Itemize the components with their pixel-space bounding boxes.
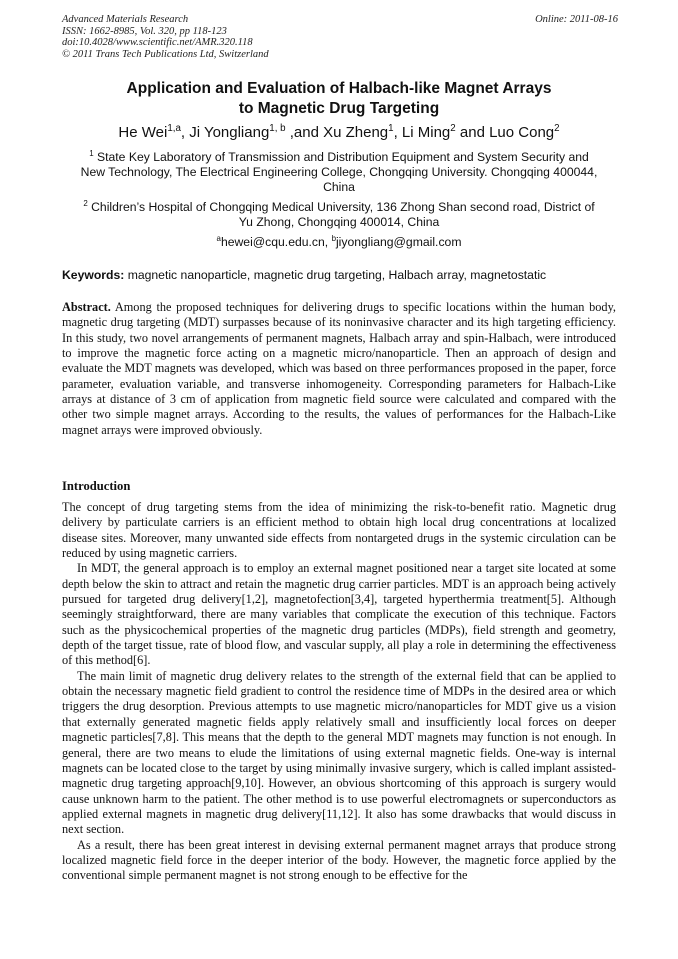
email-marker: a — [216, 233, 221, 243]
affiliation-marker: 2 — [83, 198, 88, 208]
affiliation-text: State Key Laboratory of Transmission and Distribution Equipment and System Security and New Technology, The Electrical Engineering College, Chongqing University. Chongqing 400044, China — [80, 150, 598, 194]
online-date: Online: 2011-08-16 — [535, 14, 618, 25]
paragraph: The concept of drug targeting stems from the idea of minimizing the risk-to-benefit ratio. Magnetic drug delivery by particulate carriers is an efficient method to obtain high local drug concentrations at localized disease sites. Moreover, many unwanted side effects from nontargeted drugs in the systemic circulation can be reduced by using magnetic carriers. — [62, 500, 616, 561]
author-name: Luo Cong — [489, 124, 555, 141]
issn-line: ISSN: 1662-8985, Vol. 320, pp 118-123 — [62, 25, 227, 37]
email-marker: b — [331, 233, 336, 243]
author-name: Ji Yongliang — [189, 124, 270, 141]
author-name: He Wei — [118, 124, 168, 141]
email-address: hewei@cqu.edu.cn, — [220, 235, 332, 249]
author-name: Li Ming — [401, 124, 451, 141]
paragraph: In MDT, the general approach is to employ an external magnet positioned near a target site located at some depth below the skin to attract and retain the magnetic drug carrier particles. MDT is an approach being actively pursued for targeted drug delivery[1,2], magnetofection[3,4], targeted hyperthermia treatment[5]. Although seemingly straightforward, there are many variables that complicate the execution of this technique. Factors such as the physicochemical properties of the magnetic drug particles (MDPs), field strength and geometry, depth of the target tissue, rate of blood flow, and vascular supply, all play a role in determining the effectiveness of this method[6]. — [62, 561, 616, 668]
doi-line: doi:10.4028/www.scientific.net/AMR.320.118 — [62, 37, 253, 48]
affiliation-2 — [80, 200, 598, 230]
author-affil-sup: 2 — [450, 123, 456, 134]
abstract-text: Among the proposed techniques for delivering drugs to specific locations within the human body, magnetic drug targeting (MDT) surpasses because of its noninvasive character and its high targeting efficiency. In this study, two novel arrangements of permanent magnets, Halbach array and spin-Halbach, were introduced to improve the magnetic force acting on a magnetic micro/nanoparticle. Then an approach of design and evaluate the MDT magnets was developed, which was based on three performances proposed in the paper, force parameter, evaluation variable, and transverse inhomogeneity. Corresponding parameters for Halbach-Like arrays at distance of 3 cm of application from magnetic field source were calculated and compared with the other two simple magnet arrays. According to the results, the values of performances for the Halbach-Like magnet arrays were improved obviously. — [62, 300, 616, 437]
email-address: jiyongliang@gmail.com — [335, 235, 462, 249]
section-heading: Introduction — [62, 479, 131, 493]
author-separator: and — [455, 124, 490, 141]
title-line-1: Application and Evaluation of Halbach-like Magnet Arrays — [126, 80, 552, 97]
copyright-line: © 2011 Trans Tech Publications Ltd, Switzerland — [62, 48, 269, 60]
author-separator: , — [393, 124, 402, 141]
title-line-2: to Magnetic Drug Targeting — [238, 100, 440, 117]
paragraph: The main limit of magnetic drug delivery relates to the strength of the external field that can be applied to obtain the necessary magnetic field gradient to control the residence time of MDPs in the desired area or which triggers the drug desorption. Previous attempts to use magnetic micro/nanoparticles for MDT give us a vision that externally generated magnetic fields apply relatively small and insufficiently local forces on deeper magnetic particles[7,8]. This means that the depth to the general MDT magnets may function is not enough. In general, there are two means to elude the limitations of using external magnetic fields. One-way is internal magnets can be located close to the target by using minimally invasive surgery, which is called implant assisted-magnetic drug targeting approach[9,10]. However, an obvious shortcoming of this approach is surgery would cause unknown harm to the patient. The other method is to use powerful electromagnets or superconductors as applied external magnets in magnetic drug delivery[11,12]. It also has some drawbacks that would discuss in next section. — [62, 668, 616, 837]
author-emails — [80, 235, 598, 250]
affiliation-marker: 1 — [89, 148, 94, 158]
author-affil-sup: 1 — [388, 123, 394, 134]
keywords-text: magnetic nanoparticle, magnetic drug targeting, Halbach array, magnetostatic — [124, 268, 547, 282]
affiliation-1 — [80, 150, 598, 195]
abstract-label: Abstract. — [62, 300, 111, 314]
abstract — [62, 300, 616, 438]
author-separator: , — [180, 124, 190, 141]
author-affil-sup: 2 — [554, 123, 560, 134]
paper-title — [62, 79, 616, 119]
introduction-body — [62, 500, 616, 884]
author-name: Xu Zheng — [323, 124, 389, 141]
keywords — [62, 267, 618, 283]
journal-name: Advanced Materials Research — [62, 14, 189, 25]
author-affil-sup: 1, b — [269, 123, 286, 134]
affiliation-text: Children’s Hospital of Chongqing Medical University, 136 Zhong Shan second road, District of Yu Zhong, Chongqing 400014, China — [91, 200, 595, 229]
running-header — [62, 14, 618, 60]
keywords-label: Keywords: — [62, 268, 125, 282]
paragraph: As a result, there has been great interest in devising external permanent magnet arrays that produce strong localized magnetic field force in the deeper interior of the body. However, the magnetic force applied by the conventional simple permanent magnet is not strong enough to be effective for the — [62, 837, 616, 883]
author-list — [62, 123, 616, 143]
author-affil-sup: 1,a — [167, 123, 181, 134]
author-separator: ,and — [285, 124, 324, 141]
